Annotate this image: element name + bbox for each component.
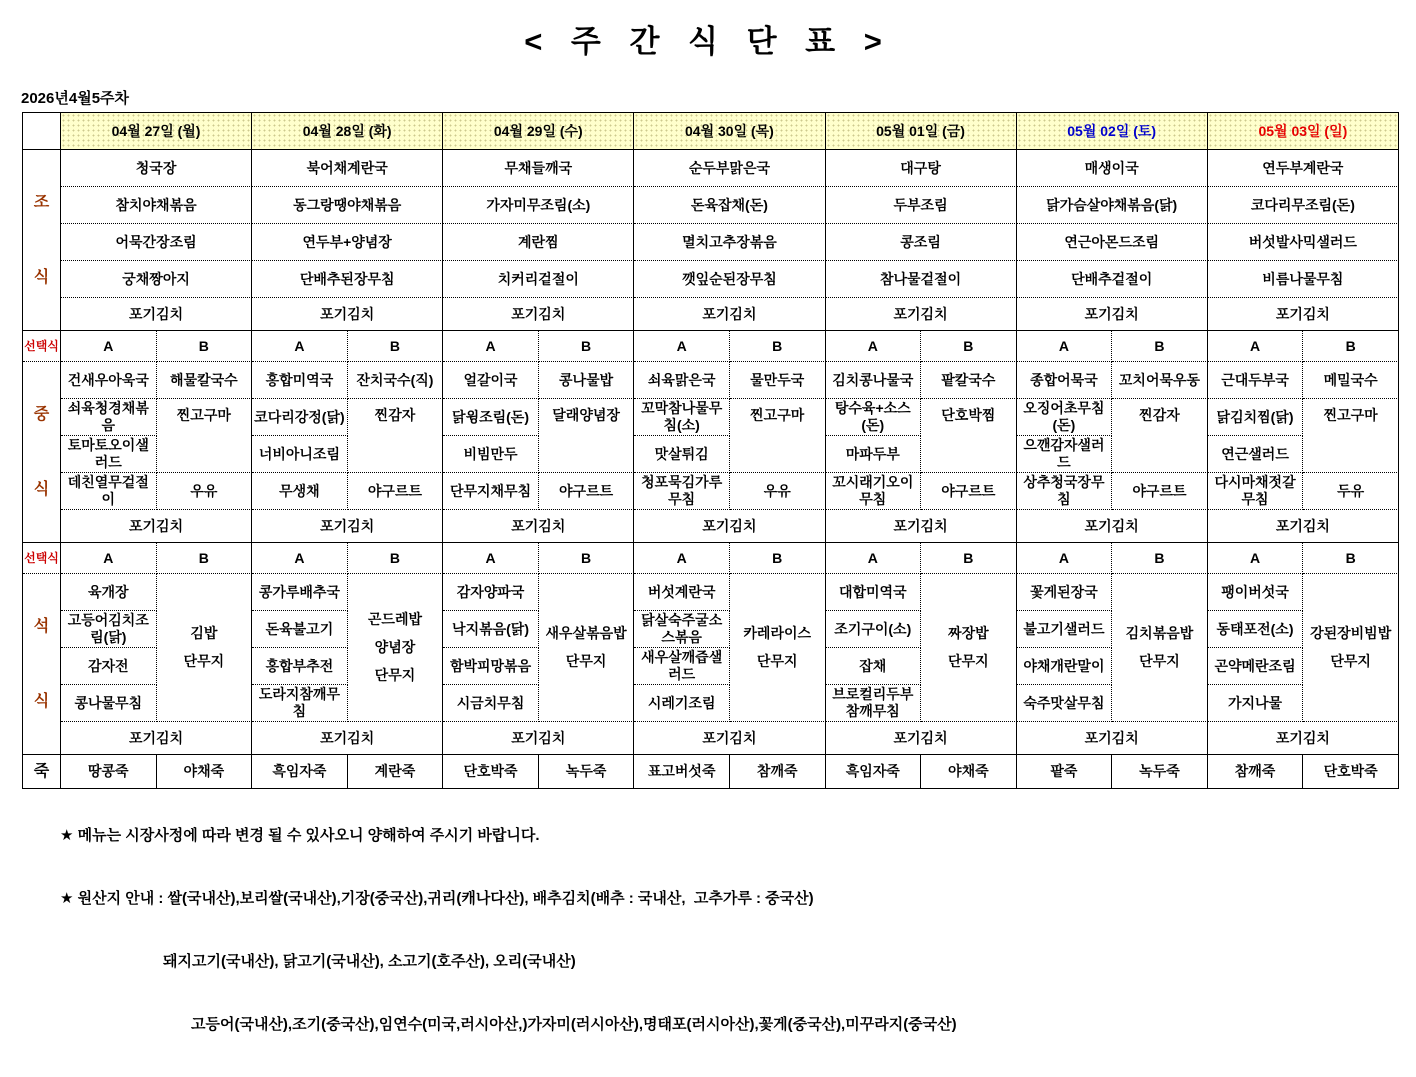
note-menu-change: ★ 메뉴는 시장사정에 따라 변경 될 수 있사오니 양해하여 주시기 바랍니다. <box>60 827 540 844</box>
kimchi-cell: 포기김치 <box>634 722 825 755</box>
menu-item-cell: 궁채짱아지 <box>61 261 252 298</box>
menu-item-cell: 계란찜 <box>443 224 634 261</box>
dinner-row <box>23 574 1399 611</box>
menu-item-cell: 근대두부국 <box>1208 362 1304 399</box>
row-label-lunch <box>23 362 61 543</box>
menu-item-cell: 조기구이(소) <box>826 611 922 648</box>
menu-item-cell: 돈육불고기 <box>252 611 348 648</box>
dinner-b-cell <box>921 574 1017 722</box>
menu-item-cell: 메밀국수 <box>1303 362 1399 399</box>
menu-item-cell: 시레기조림 <box>634 685 730 722</box>
menu-item-cell: 비름나물무침 <box>1208 261 1399 298</box>
lunch-row <box>23 399 1399 436</box>
menu-item-cell: 버섯발사믹샐러드 <box>1208 224 1399 261</box>
dinner-label-1: 석 <box>33 618 50 635</box>
menu-item-cell: 콩나물밥 <box>539 362 635 399</box>
breakfast-row <box>23 224 1399 261</box>
menu-item-cell: 순두부맑은국 <box>634 150 825 187</box>
select-b-header: B <box>1303 543 1399 574</box>
breakfast-label-2: 식 <box>33 269 50 286</box>
menu-item-cell: 대구탕 <box>826 150 1017 187</box>
menu-item-cell: 닭살숙주굴소스볶음 <box>634 611 730 648</box>
kimchi-cell: 포기김치 <box>634 510 825 543</box>
menu-item-cell: 꼬시래기오이무침 <box>826 473 922 510</box>
date-header: 04월 28일 (화) <box>252 113 443 150</box>
select-a-header: A <box>252 543 348 574</box>
menu-item-cell: 연두부+양념장 <box>252 224 443 261</box>
select-a-header: A <box>443 543 539 574</box>
porridge-cell: 녹두죽 <box>1112 755 1208 789</box>
menu-item-cell: 코다리강정(닭) <box>252 399 348 436</box>
dinner-b-item: 단무지 <box>1330 653 1371 669</box>
menu-item-cell: 코다리무조림(돈) <box>1208 187 1399 224</box>
menu-item-cell: 돈육잡채(돈) <box>634 187 825 224</box>
select-b-header: B <box>348 543 444 574</box>
menu-item-cell: 찐고구마 <box>157 399 253 473</box>
select-a-header: A <box>1017 331 1113 362</box>
select-b-header: B <box>1303 331 1399 362</box>
select-a-header: A <box>1208 543 1304 574</box>
dinner-b-item: 단무지 <box>756 653 798 669</box>
kimchi-cell: 포기김치 <box>1208 298 1399 331</box>
select-b-header: B <box>539 331 635 362</box>
menu-item-cell: 야구르트 <box>921 473 1017 510</box>
menu-item-cell: 새우살깨즙샐러드 <box>634 648 730 685</box>
select-b-header: B <box>1112 331 1208 362</box>
porridge-cell: 표고버섯죽 <box>634 755 730 789</box>
breakfast-row <box>23 187 1399 224</box>
note-origin-2: 돼지고기(국내산), 닭고기(국내산), 소고기(호주산), 오리(국내산) <box>163 953 576 970</box>
dinner-b-cell <box>1303 574 1399 722</box>
menu-item-cell: 매생이국 <box>1017 150 1208 187</box>
porridge-cell: 단호박죽 <box>1303 755 1399 789</box>
porridge-cell: 참깨죽 <box>1208 755 1304 789</box>
weekly-menu-table <box>22 112 1399 789</box>
breakfast-label-1: 조 <box>33 194 50 211</box>
menu-item-cell: 찐고구마 <box>730 399 826 473</box>
menu-item-cell: 단무지채무침 <box>443 473 539 510</box>
menu-item-cell: 숙주맛살무침 <box>1017 685 1113 722</box>
dinner-b-item: 단무지 <box>948 653 989 669</box>
lunch-kimchi-row <box>23 510 1399 543</box>
dinner-b-cell <box>539 574 635 722</box>
kimchi-cell: 포기김치 <box>1017 510 1208 543</box>
select-b-header: B <box>348 331 444 362</box>
kimchi-cell: 포기김치 <box>1208 510 1399 543</box>
menu-item-cell: 깻잎순된장무침 <box>634 261 825 298</box>
row-label-porridge: 죽 <box>23 755 61 789</box>
porridge-cell: 야채죽 <box>921 755 1017 789</box>
menu-item-cell: 우유 <box>157 473 253 510</box>
menu-item-cell: 멸치고추장볶음 <box>634 224 825 261</box>
menu-item-cell: 야구르트 <box>539 473 635 510</box>
menu-item-cell: 도라지참깨무침 <box>252 685 348 722</box>
kimchi-cell: 포기김치 <box>252 510 443 543</box>
porridge-cell: 팥죽 <box>1017 755 1113 789</box>
lunch-label-1: 중 <box>33 406 50 423</box>
menu-item-cell: 두부조림 <box>826 187 1017 224</box>
dinner-kimchi-row <box>23 722 1399 755</box>
menu-item-cell: 연두부계란국 <box>1208 150 1399 187</box>
dinner-b-item: 단무지 <box>374 667 416 683</box>
date-header: 05월 01일 (금) <box>826 113 1017 150</box>
week-label: 2026년4월5주차 <box>21 90 130 107</box>
dinner-b-cell <box>157 574 253 722</box>
kimchi-cell: 포기김치 <box>1208 722 1399 755</box>
menu-item-cell: 데친열무겉절이 <box>61 473 157 510</box>
menu-item-cell: 가자미무조림(소) <box>443 187 634 224</box>
breakfast-row <box>23 261 1399 298</box>
menu-item-cell: 북어채계란국 <box>252 150 443 187</box>
kimchi-cell: 포기김치 <box>443 510 634 543</box>
menu-item-cell: 오징어초무침(돈) <box>1017 399 1113 436</box>
menu-item-cell: 단배추된장무침 <box>252 261 443 298</box>
menu-item-cell: 감자전 <box>61 648 157 685</box>
dinner-b-cell <box>348 574 444 722</box>
select-a-header: A <box>634 543 730 574</box>
select-a-header: A <box>61 331 157 362</box>
kimchi-cell: 포기김치 <box>1017 722 1208 755</box>
menu-item-cell: 홍합부추전 <box>252 648 348 685</box>
kimchi-cell: 포기김치 <box>61 298 252 331</box>
select-b-header: B <box>921 331 1017 362</box>
select-a-header: A <box>826 543 922 574</box>
menu-item-cell: 어묵간장조림 <box>61 224 252 261</box>
dinner-label-2: 식 <box>33 693 50 710</box>
dinner-b-item: 단무지 <box>565 653 607 669</box>
menu-item-cell: 물만두국 <box>730 362 826 399</box>
select-b-header: B <box>157 331 253 362</box>
menu-item-cell: 연근샐러드 <box>1208 436 1304 473</box>
lunch-row <box>23 362 1399 399</box>
lunch-row <box>23 473 1399 510</box>
menu-item-cell: 우유 <box>730 473 826 510</box>
porridge-cell: 흑임자죽 <box>826 755 922 789</box>
menu-item-cell: 닭김치찜(닭) <box>1208 399 1304 436</box>
select-a-header: A <box>634 331 730 362</box>
row-label-dinner <box>23 574 61 755</box>
note-origin-3: 고등어(국내산),조기(중국산),임연수(미국,러시아산,)가자미(러시아산),명태포(러시아산),꽃게(중국산),미꾸라지(중국산) <box>191 1016 957 1033</box>
menu-item-cell: 무채들깨국 <box>443 150 634 187</box>
select-a-header: A <box>826 331 922 362</box>
menu-item-cell: 대합미역국 <box>826 574 922 611</box>
breakfast-kimchi-row <box>23 298 1399 331</box>
menu-item-cell: 동태포전(소) <box>1208 611 1304 648</box>
menu-item-cell: 홍합미역국 <box>252 362 348 399</box>
dinner-b-item: 양념장 <box>374 639 416 655</box>
dinner-b-item: 카레라이스 <box>743 625 812 641</box>
dinner-b-item: 짜장밥 <box>948 625 989 641</box>
menu-item-cell: 다시마채젓갈무침 <box>1208 473 1304 510</box>
menu-item-cell: 야구르트 <box>348 473 444 510</box>
select-b-header: B <box>730 543 826 574</box>
menu-item-cell: 잡채 <box>826 648 922 685</box>
dinner-b-item: 단무지 <box>1139 653 1180 669</box>
kimchi-cell: 포기김치 <box>252 298 443 331</box>
menu-item-cell: 꼬치어묵우동 <box>1112 362 1208 399</box>
footer-notes <box>60 783 957 1077</box>
menu-item-cell: 해물칼국수 <box>157 362 253 399</box>
menu-item-cell: 탕수육+소스(돈) <box>826 399 922 436</box>
dinner-b-item: 강된장비빔밥 <box>1310 625 1392 641</box>
porridge-cell: 녹두죽 <box>539 755 635 789</box>
menu-item-cell: 동그랑땡야채볶음 <box>252 187 443 224</box>
menu-item-cell: 맛살튀김 <box>634 436 730 473</box>
menu-item-cell: 꼬막참나물무침(소) <box>634 399 730 436</box>
menu-item-cell: 야구르트 <box>1112 473 1208 510</box>
porridge-cell: 흑임자죽 <box>252 755 348 789</box>
menu-item-cell: 무생채 <box>252 473 348 510</box>
select-b-header: B <box>1112 543 1208 574</box>
select-label: 선택식 <box>23 331 61 362</box>
menu-item-cell: 쇠육맑은국 <box>634 362 730 399</box>
row-label-breakfast <box>23 150 61 331</box>
kimchi-cell: 포기김치 <box>1017 298 1208 331</box>
kimchi-cell: 포기김치 <box>826 722 1017 755</box>
menu-item-cell: 낙지볶음(닭) <box>443 611 539 648</box>
kimchi-cell: 포기김치 <box>826 298 1017 331</box>
dinner-b-item: 곤드레밥 <box>367 611 423 627</box>
menu-item-cell: 상추청국장무침 <box>1017 473 1113 510</box>
menu-item-cell: 너비아니조림 <box>252 436 348 473</box>
menu-item-cell: 팥칼국수 <box>921 362 1017 399</box>
select-row-lunch <box>23 331 1399 362</box>
menu-item-cell: 건새우아욱국 <box>61 362 157 399</box>
menu-item-cell: 연근아몬드조림 <box>1017 224 1208 261</box>
kimchi-cell: 포기김치 <box>61 510 252 543</box>
date-header: 04월 27일 (월) <box>61 113 252 150</box>
kimchi-cell: 포기김치 <box>61 722 252 755</box>
select-a-header: A <box>252 331 348 362</box>
menu-item-cell: 찐감자 <box>1112 399 1208 473</box>
date-header-row <box>23 113 1399 150</box>
menu-item-cell: 감자양파국 <box>443 574 539 611</box>
menu-item-cell: 불고기샐러드 <box>1017 611 1113 648</box>
select-b-header: B <box>157 543 253 574</box>
menu-item-cell: 으깬감자샐러드 <box>1017 436 1113 473</box>
kimchi-cell: 포기김치 <box>443 298 634 331</box>
menu-item-cell: 참나물겉절이 <box>826 261 1017 298</box>
porridge-cell: 야채죽 <box>157 755 253 789</box>
select-a-header: A <box>443 331 539 362</box>
menu-item-cell: 브로컬리두부참깨무침 <box>826 685 922 722</box>
lunch-label-2: 식 <box>33 481 50 498</box>
date-header-sunday: 05월 03일 (일) <box>1208 113 1399 150</box>
menu-item-cell: 가지나물 <box>1208 685 1304 722</box>
menu-item-cell: 단호박찜 <box>921 399 1017 473</box>
menu-item-cell: 달래양념장 <box>539 399 635 473</box>
select-b-header: B <box>921 543 1017 574</box>
breakfast-row <box>23 150 1399 187</box>
menu-item-cell: 함박피망볶음 <box>443 648 539 685</box>
menu-item-cell: 고등어김치조림(닭) <box>61 611 157 648</box>
dinner-b-item: 김치볶음밥 <box>1125 625 1194 641</box>
menu-item-cell: 토마토오이샐러드 <box>61 436 157 473</box>
dinner-b-item: 새우살볶음밥 <box>545 625 627 641</box>
dinner-b-item: 단무지 <box>183 653 225 669</box>
menu-item-cell: 쇠육청경채볶음 <box>61 399 157 436</box>
menu-item-cell: 두유 <box>1303 473 1399 510</box>
dinner-b-cell <box>730 574 826 722</box>
menu-item-cell: 청포묵김가루무침 <box>634 473 730 510</box>
menu-item-cell: 얼갈이국 <box>443 362 539 399</box>
kimchi-cell: 포기김치 <box>826 510 1017 543</box>
menu-item-cell: 종합어묵국 <box>1017 362 1113 399</box>
menu-item-cell: 청국장 <box>61 150 252 187</box>
select-a-header: A <box>1208 331 1304 362</box>
porridge-cell: 땅콩죽 <box>61 755 157 789</box>
date-header: 04월 29일 (수) <box>443 113 634 150</box>
menu-item-cell: 마파두부 <box>826 436 922 473</box>
page-title: < 주 간 식 단 표 > <box>524 24 892 59</box>
menu-item-cell: 곤약메란조림 <box>1208 648 1304 685</box>
date-header: 04월 30일 (목) <box>634 113 825 150</box>
menu-item-cell: 단배추겉절이 <box>1017 261 1208 298</box>
date-header-saturday: 05월 02일 (토) <box>1017 113 1208 150</box>
menu-item-cell: 닭윙조림(돈) <box>443 399 539 436</box>
menu-item-cell: 김치콩나물국 <box>826 362 922 399</box>
kimchi-cell: 포기김치 <box>252 722 443 755</box>
menu-item-cell: 찐고구마 <box>1303 399 1399 473</box>
menu-item-cell: 팽이버섯국 <box>1208 574 1304 611</box>
porridge-cell: 단호박죽 <box>443 755 539 789</box>
menu-item-cell: 비빔만두 <box>443 436 539 473</box>
porridge-cell: 계란죽 <box>348 755 444 789</box>
menu-item-cell: 닭가슴살야채볶음(닭) <box>1017 187 1208 224</box>
kimchi-cell: 포기김치 <box>443 722 634 755</box>
dinner-b-cell <box>1112 574 1208 722</box>
porridge-cell: 참깨죽 <box>730 755 826 789</box>
menu-item-cell: 꽃게된장국 <box>1017 574 1113 611</box>
dinner-b-item: 김밥 <box>190 625 218 641</box>
menu-item-cell: 잔치국수(직) <box>348 362 444 399</box>
menu-item-cell: 콩나물무침 <box>61 685 157 722</box>
menu-item-cell: 육개장 <box>61 574 157 611</box>
menu-item-cell: 찐감자 <box>348 399 444 473</box>
corner-cell <box>23 113 61 150</box>
select-b-header: B <box>539 543 635 574</box>
select-row-dinner <box>23 543 1399 574</box>
select-a-header: A <box>61 543 157 574</box>
menu-item-cell: 콩조림 <box>826 224 1017 261</box>
menu-item-cell: 시금치무침 <box>443 685 539 722</box>
select-a-header: A <box>1017 543 1113 574</box>
note-origin-1: ★ 원산지 안내 : 쌀(국내산),보리쌀(국내산),기장(중국산),귀리(캐나다산), 배추김치(배추 : 국내산, 고추가루 : 중국산) <box>60 890 814 907</box>
kimchi-cell: 포기김치 <box>634 298 825 331</box>
select-b-header: B <box>730 331 826 362</box>
menu-item-cell: 치커리겉절이 <box>443 261 634 298</box>
menu-item-cell: 참치야채볶음 <box>61 187 252 224</box>
menu-item-cell: 콩가루배추국 <box>252 574 348 611</box>
select-label: 선택식 <box>23 543 61 574</box>
menu-item-cell: 야채개란말이 <box>1017 648 1113 685</box>
menu-item-cell: 버섯계란국 <box>634 574 730 611</box>
